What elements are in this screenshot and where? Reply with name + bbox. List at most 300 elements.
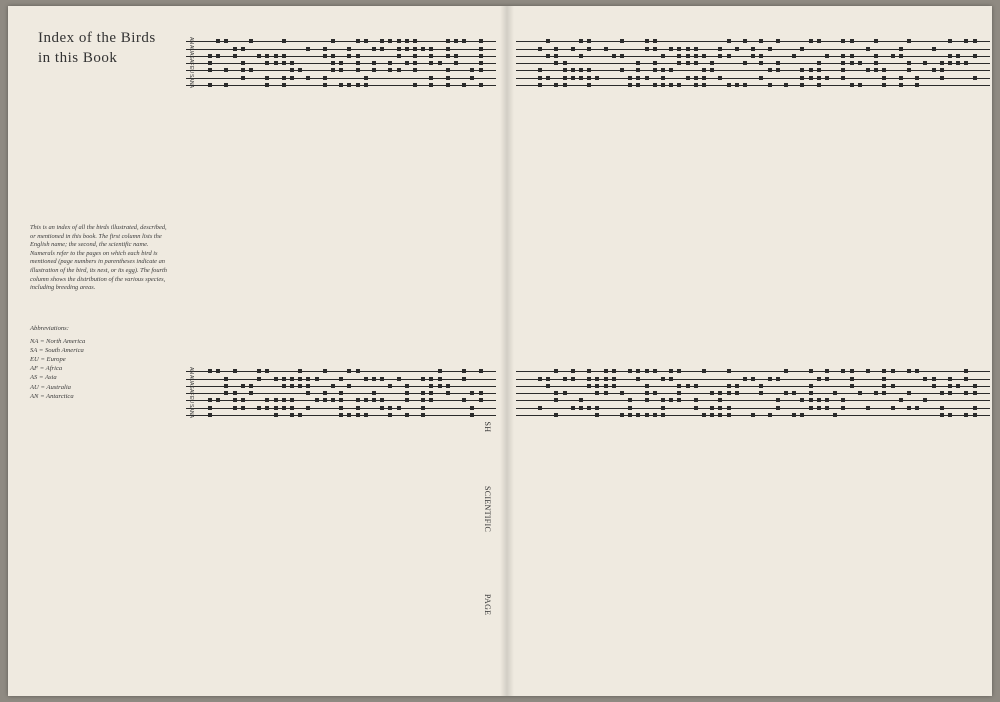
distribution-mark (825, 54, 829, 58)
distribution-mark (891, 369, 895, 373)
distribution-mark (833, 413, 837, 417)
distribution-mark (841, 76, 845, 80)
distribution-mark (372, 68, 376, 72)
distribution-mark (265, 54, 269, 58)
distribution-mark (825, 377, 829, 381)
distribution-mark (224, 39, 228, 43)
distribution-mark (546, 384, 550, 388)
region-code-label: AN (188, 37, 194, 44)
distribution-mark (653, 68, 657, 72)
distribution-mark (470, 68, 474, 72)
distribution-mark (339, 377, 343, 381)
distribution-mark (661, 406, 665, 410)
distribution-mark (380, 398, 384, 402)
distribution-mark (339, 61, 343, 65)
distribution-mark (751, 47, 755, 51)
distribution-mark (628, 83, 632, 87)
distribution-mark (479, 47, 483, 51)
distribution-mark (653, 47, 657, 51)
distribution-mark (956, 384, 960, 388)
distribution-mark (208, 54, 212, 58)
distribution-mark (587, 68, 591, 72)
distribution-mark (874, 54, 878, 58)
grid-rule (516, 400, 990, 401)
distribution-mark (882, 384, 886, 388)
distribution-mark (323, 54, 327, 58)
distribution-mark (653, 61, 657, 65)
distribution-mark (479, 83, 483, 87)
distribution-mark (397, 47, 401, 51)
distribution-mark (323, 391, 327, 395)
distribution-mark (462, 377, 466, 381)
distribution-mark (429, 391, 433, 395)
distribution-mark (841, 54, 845, 58)
distribution-mark (538, 76, 542, 80)
region-code-label: AF (188, 389, 194, 396)
distribution-mark (899, 54, 903, 58)
region-code-label: EU (188, 396, 194, 403)
distribution-mark (727, 391, 731, 395)
distribution-mark (882, 377, 886, 381)
distribution-mark (694, 47, 698, 51)
distribution-mark (612, 54, 616, 58)
distribution-mark (405, 47, 409, 51)
distribution-mark (208, 406, 212, 410)
distribution-mark (702, 76, 706, 80)
distribution-mark (899, 398, 903, 402)
distribution-grid-right-bottom (516, 364, 990, 422)
distribution-mark (759, 39, 763, 43)
distribution-mark (751, 54, 755, 58)
distribution-mark (216, 369, 220, 373)
distribution-mark (841, 398, 845, 402)
distribution-mark (784, 369, 788, 373)
distribution-mark (331, 61, 335, 65)
distribution-mark (356, 39, 360, 43)
distribution-mark (907, 39, 911, 43)
distribution-mark (792, 391, 796, 395)
distribution-mark (948, 413, 952, 417)
distribution-mark (479, 61, 483, 65)
distribution-mark (438, 369, 442, 373)
distribution-mark (282, 61, 286, 65)
distribution-mark (405, 39, 409, 43)
region-code-label: NA (188, 411, 194, 418)
region-code-label: AN (188, 367, 194, 374)
distribution-mark (636, 61, 640, 65)
distribution-mark (645, 47, 649, 51)
distribution-mark (563, 391, 567, 395)
distribution-mark (380, 39, 384, 43)
distribution-mark (462, 369, 466, 373)
distribution-mark (776, 398, 780, 402)
distribution-mark (563, 76, 567, 80)
distribution-mark (850, 369, 854, 373)
distribution-mark (817, 39, 821, 43)
distribution-mark (768, 47, 772, 51)
distribution-mark (587, 39, 591, 43)
distribution-mark (776, 406, 780, 410)
distribution-mark (653, 369, 657, 373)
distribution-mark (306, 76, 310, 80)
distribution-mark (661, 398, 665, 402)
distribution-mark (907, 391, 911, 395)
distribution-mark (554, 369, 558, 373)
distribution-mark (233, 406, 237, 410)
distribution-mark (932, 68, 936, 72)
distribution-mark (809, 391, 813, 395)
distribution-mark (274, 377, 278, 381)
distribution-mark (743, 39, 747, 43)
distribution-mark (274, 398, 278, 402)
distribution-mark (257, 377, 261, 381)
distribution-mark (356, 61, 360, 65)
distribution-mark (800, 413, 804, 417)
distribution-mark (891, 406, 895, 410)
distribution-mark (331, 68, 335, 72)
distribution-mark (257, 369, 261, 373)
distribution-mark (380, 377, 384, 381)
distribution-mark (817, 398, 821, 402)
distribution-mark (257, 406, 261, 410)
distribution-mark (718, 398, 722, 402)
distribution-mark (347, 54, 351, 58)
distribution-mark (274, 61, 278, 65)
abbreviations-block (30, 324, 170, 401)
abbreviation-eu: EU = Europe (30, 356, 66, 364)
distribution-mark (768, 68, 772, 72)
distribution-mark (405, 384, 409, 388)
distribution-mark (727, 413, 731, 417)
distribution-mark (290, 377, 294, 381)
distribution-mark (948, 377, 952, 381)
distribution-mark (397, 54, 401, 58)
distribution-mark (241, 398, 245, 402)
distribution-mark (940, 391, 944, 395)
distribution-mark (380, 406, 384, 410)
distribution-mark (776, 68, 780, 72)
distribution-mark (479, 369, 483, 373)
distribution-mark (429, 54, 433, 58)
distribution-mark (612, 377, 616, 381)
distribution-mark (364, 398, 368, 402)
distribution-mark (298, 369, 302, 373)
distribution-mark (587, 83, 591, 87)
distribution-mark (233, 54, 237, 58)
distribution-mark (241, 61, 245, 65)
distribution-mark (735, 83, 739, 87)
distribution-mark (331, 39, 335, 43)
distribution-mark (595, 377, 599, 381)
distribution-mark (751, 377, 755, 381)
distribution-mark (571, 377, 575, 381)
distribution-mark (710, 413, 714, 417)
distribution-mark (323, 369, 327, 373)
distribution-mark (636, 76, 640, 80)
distribution-mark (479, 398, 483, 402)
distribution-grid-left-top (186, 34, 496, 92)
distribution-mark (784, 391, 788, 395)
distribution-mark (891, 384, 895, 388)
distribution-mark (298, 68, 302, 72)
distribution-mark (809, 68, 813, 72)
distribution-mark (388, 68, 392, 72)
distribution-mark (940, 61, 944, 65)
distribution-mark (587, 369, 591, 373)
distribution-mark (563, 377, 567, 381)
distribution-mark (438, 61, 442, 65)
grid-rule (516, 393, 990, 394)
distribution-mark (554, 83, 558, 87)
distribution-mark (372, 47, 376, 51)
region-code-label: EU (188, 66, 194, 73)
distribution-mark (579, 398, 583, 402)
distribution-mark (306, 377, 310, 381)
distribution-mark (841, 406, 845, 410)
distribution-mark (964, 369, 968, 373)
distribution-mark (571, 68, 575, 72)
distribution-mark (364, 83, 368, 87)
distribution-mark (850, 54, 854, 58)
distribution-mark (446, 391, 450, 395)
distribution-mark (405, 413, 409, 417)
distribution-mark (323, 398, 327, 402)
distribution-mark (645, 369, 649, 373)
distribution-mark (907, 406, 911, 410)
distribution-mark (274, 406, 278, 410)
distribution-mark (290, 398, 294, 402)
distribution-mark (800, 47, 804, 51)
distribution-mark (282, 398, 286, 402)
abbreviation-au: AU = Australia (30, 383, 71, 391)
distribution-mark (265, 76, 269, 80)
distribution-mark (710, 391, 714, 395)
distribution-mark (727, 39, 731, 43)
distribution-mark (628, 76, 632, 80)
distribution-mark (470, 76, 474, 80)
distribution-mark (694, 384, 698, 388)
distribution-mark (216, 398, 220, 402)
distribution-mark (413, 83, 417, 87)
distribution-mark (825, 406, 829, 410)
distribution-mark (413, 47, 417, 51)
distribution-mark (241, 76, 245, 80)
distribution-mark (817, 83, 821, 87)
distribution-mark (915, 83, 919, 87)
distribution-mark (718, 54, 722, 58)
page-title-line-1: Index of the Birds (38, 30, 156, 46)
distribution-mark (446, 384, 450, 388)
distribution-mark (339, 398, 343, 402)
distribution-mark (792, 413, 796, 417)
distribution-mark (669, 398, 673, 402)
distribution-mark (257, 54, 261, 58)
distribution-mark (470, 413, 474, 417)
distribution-mark (323, 83, 327, 87)
distribution-mark (907, 68, 911, 72)
distribution-mark (323, 47, 327, 51)
distribution-mark (973, 391, 977, 395)
distribution-mark (331, 384, 335, 388)
distribution-mark (841, 61, 845, 65)
distribution-mark (265, 369, 269, 373)
distribution-mark (710, 68, 714, 72)
distribution-mark (718, 76, 722, 80)
distribution-mark (645, 413, 649, 417)
distribution-mark (282, 83, 286, 87)
distribution-mark (356, 413, 360, 417)
distribution-mark (372, 61, 376, 65)
distribution-mark (331, 54, 335, 58)
distribution-mark (538, 406, 542, 410)
distribution-mark (323, 76, 327, 80)
distribution-mark (380, 47, 384, 51)
distribution-mark (956, 61, 960, 65)
distribution-mark (882, 68, 886, 72)
distribution-mark (249, 391, 253, 395)
distribution-mark (809, 406, 813, 410)
distribution-mark (661, 54, 665, 58)
distribution-mark (571, 406, 575, 410)
distribution-mark (479, 68, 483, 72)
distribution-mark (356, 398, 360, 402)
distribution-mark (817, 68, 821, 72)
distribution-mark (241, 68, 245, 72)
distribution-mark (973, 406, 977, 410)
distribution-mark (339, 68, 343, 72)
distribution-mark (241, 47, 245, 51)
distribution-mark (874, 68, 878, 72)
distribution-mark (792, 54, 796, 58)
distribution-mark (841, 68, 845, 72)
distribution-mark (554, 61, 558, 65)
distribution-mark (446, 47, 450, 51)
distribution-mark (833, 391, 837, 395)
distribution-mark (891, 54, 895, 58)
distribution-mark (882, 391, 886, 395)
grid-rule (516, 63, 990, 64)
distribution-mark (339, 83, 343, 87)
distribution-mark (694, 76, 698, 80)
distribution-mark (669, 47, 673, 51)
abbreviation-an: AN = Antarctica (30, 392, 74, 400)
distribution-mark (636, 413, 640, 417)
distribution-mark (809, 369, 813, 373)
distribution-mark (866, 68, 870, 72)
distribution-mark (554, 391, 558, 395)
distribution-mark (595, 406, 599, 410)
distribution-mark (768, 413, 772, 417)
distribution-mark (454, 39, 458, 43)
distribution-mark (620, 413, 624, 417)
distribution-mark (233, 47, 237, 51)
distribution-mark (964, 39, 968, 43)
distribution-mark (579, 406, 583, 410)
distribution-mark (208, 413, 212, 417)
region-code-label: AS (188, 382, 194, 389)
distribution-mark (413, 61, 417, 65)
distribution-mark (290, 61, 294, 65)
distribution-mark (759, 384, 763, 388)
distribution-mark (306, 391, 310, 395)
distribution-mark (694, 54, 698, 58)
distribution-mark (645, 398, 649, 402)
distribution-mark (429, 83, 433, 87)
distribution-grid-left-bottom (186, 364, 496, 422)
distribution-mark (364, 76, 368, 80)
distribution-mark (636, 377, 640, 381)
distribution-mark (571, 47, 575, 51)
distribution-mark (686, 61, 690, 65)
distribution-mark (882, 76, 886, 80)
distribution-mark (956, 54, 960, 58)
distribution-mark (233, 398, 237, 402)
distribution-mark (331, 398, 335, 402)
distribution-mark (694, 406, 698, 410)
distribution-mark (866, 369, 870, 373)
distribution-mark (973, 384, 977, 388)
distribution-mark (620, 68, 624, 72)
distribution-mark (964, 377, 968, 381)
distribution-mark (290, 413, 294, 417)
distribution-mark (306, 384, 310, 388)
abbreviation-as: AS = Asia (30, 374, 57, 382)
region-code-label: AU (188, 375, 194, 382)
distribution-mark (282, 54, 286, 58)
distribution-mark (413, 54, 417, 58)
distribution-mark (628, 413, 632, 417)
distribution-mark (800, 83, 804, 87)
distribution-mark (776, 377, 780, 381)
distribution-mark (462, 83, 466, 87)
distribution-mark (882, 83, 886, 87)
distribution-mark (429, 61, 433, 65)
distribution-mark (809, 76, 813, 80)
distribution-mark (727, 369, 731, 373)
distribution-mark (923, 61, 927, 65)
distribution-mark (546, 39, 550, 43)
distribution-mark (216, 54, 220, 58)
distribution-mark (702, 83, 706, 87)
distribution-mark (710, 61, 714, 65)
distribution-mark (669, 369, 673, 373)
distribution-mark (620, 39, 624, 43)
distribution-mark (850, 39, 854, 43)
distribution-mark (538, 83, 542, 87)
distribution-mark (841, 369, 845, 373)
distribution-mark (241, 384, 245, 388)
distribution-mark (546, 76, 550, 80)
distribution-mark (973, 76, 977, 80)
distribution-mark (397, 377, 401, 381)
distribution-mark (554, 398, 558, 402)
distribution-mark (446, 76, 450, 80)
distribution-mark (364, 39, 368, 43)
distribution-mark (282, 406, 286, 410)
distribution-mark (339, 391, 343, 395)
distribution-mark (587, 76, 591, 80)
distribution-mark (208, 398, 212, 402)
distribution-mark (923, 398, 927, 402)
distribution-mark (290, 406, 294, 410)
distribution-mark (421, 413, 425, 417)
distribution-mark (347, 47, 351, 51)
distribution-mark (421, 398, 425, 402)
distribution-mark (208, 68, 212, 72)
distribution-mark (388, 39, 392, 43)
distribution-mark (421, 391, 425, 395)
distribution-mark (915, 406, 919, 410)
